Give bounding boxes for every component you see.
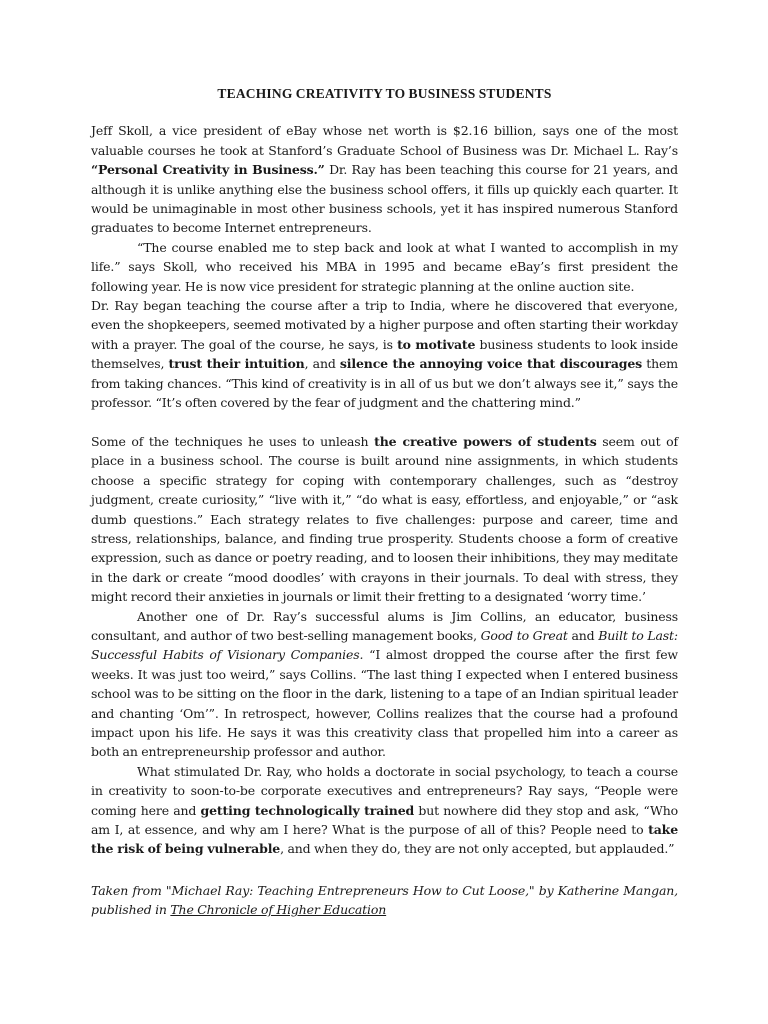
paragraph-5 [91, 607, 678, 762]
citation-text: Taken from "Michael Ray: Teaching Entrepreneurs How to Cut Loose," by Katherine Mangan, published in [91, 882, 678, 918]
paragraph-5-text-3: “I almost dropped the course after the first few weeks. It was just too weird,” says Collins. “The last thing I expected when I entered business school was to be sitting on the floor in the dark, listening to a tape of an Indian spiritual leader and chanting ‘Om’”. In retrospect, however, Collins realizes that the course had a profound impact upon his life. He says it was this creativity class that propelled him into a career as both an entrepreneurship professor and author. [91, 647, 678, 760]
paragraph-5-text: Another one of Dr. Ray’s successful alums is Jim Collins, an educator, business consultant, and author of two best-selling management books, [91, 608, 678, 643]
paragraph-2 [91, 238, 678, 296]
paragraph-3-text: Dr. Ray began teaching the course after a trip to India, where he discovered that everyone, even the shopkeepers, seemed motivated by a higher purpose and often starting their workday with a prayer. The goal of the course, he says, is [91, 298, 678, 352]
paragraph-3-text-4: them from taking chances. “This kind of creativity is in all of us but we don’t always see it,” says the professor. “It’s often covered by the fear of judgment and the chattering mind.” [91, 356, 678, 411]
course-name-bold: “Personal Creativity in Business.” [91, 162, 325, 178]
citation [91, 881, 678, 920]
bold-silence-voice: silence the annoying voice that discourages [339, 356, 643, 372]
paragraph-5-text-2: and [567, 627, 599, 643]
paragraph-1-text: Jeff Skoll, a vice president of eBay whose net worth is $2.16 billion, says one of the most valuable courses he took at Stanford’s Graduate School of Business was Dr. Michael L. Ray’s [91, 123, 678, 158]
bold-to-motivate: to motivate [397, 336, 476, 352]
paragraph-6-text-2: but nowhere did they stop and ask, “Who am I, at essence, and why am I here? What is the purpose of all of this? People need to [91, 802, 678, 838]
bold-creative-powers: the creative powers of students [374, 433, 597, 449]
paragraph-1-text-cont: Dr. Ray has been teaching this course for 21 years, and although it is unlike anything else the business school offers, it fills up quickly each quarter. It would be unimaginable in most other business schools, yet it has inspired numerous Stanford graduates to become Internet entrepreneurs. [91, 162, 678, 236]
paragraph-2-text: “The course enabled me to step back and look at what I wanted to accomplish in my life.” says Skoll, who received his MBA in 1995 and became eBay’s first president the following year. He is now vice president for strategic planning at the online auction site. [91, 239, 678, 294]
paragraph-6 [91, 762, 678, 859]
book-title-good-to-great: Good to Great [480, 627, 568, 643]
paragraph-1 [91, 121, 678, 237]
paragraph-6-text-3: , and when they do, they are not only accepted, but applauded.” [280, 841, 675, 857]
citation-journal-link[interactable]: The Chronicle of Higher Education [170, 902, 387, 918]
document-title: TEACHING CREATIVITY TO BUSINESS STUDENTS [217, 86, 552, 101]
paragraph-4-text-2: seem out of place in a business school. The course is built around nine assignments, in which students choose a specific strategy for coping with contemporary challenges, such as “destroy judgment, create curiosity,” “live with it,” “do what is easy, effortless, and enjoyable,” or “ask dumb questions.” Each strategy relates to five challenges: purpose and career, time and stress, relationships, balance, and finding true prosperity. Students choose a form of creative expression, such as dance or poetry reading, and to loosen their inhibitions, they may meditate in the dark or create “mood doodles’ with crayons in their journals. To deal with stress, they might record their anxieties in journals or limit their fretting to a designated ‘worry time.’ [91, 433, 678, 605]
paragraph-4 [91, 432, 678, 607]
paragraph-4-text: Some of the techniques he uses to unleash [91, 433, 375, 449]
bold-risk-vulnerable: take the risk of being vulnerable [91, 822, 678, 857]
paragraph-3-text-2: business students to look inside themselves, [91, 336, 678, 372]
paragraph-3 [91, 296, 678, 412]
document-page [91, 84, 678, 920]
paragraph-3-text-3: , and [304, 356, 340, 372]
paragraph-6-text: What stimulated Dr. Ray, who holds a doctorate in social psychology, to teach a course in creativity to soon-to-be corporate executives and entrepreneurs? Ray says, “People were coming here and [91, 763, 678, 818]
book-title-built-to-last: Built to Last: Successful Habits of Visionary Companies. [91, 627, 678, 663]
bold-trust-intuition: trust their intuition [168, 356, 305, 372]
bold-technologically-trained: getting technologically trained [200, 802, 415, 818]
